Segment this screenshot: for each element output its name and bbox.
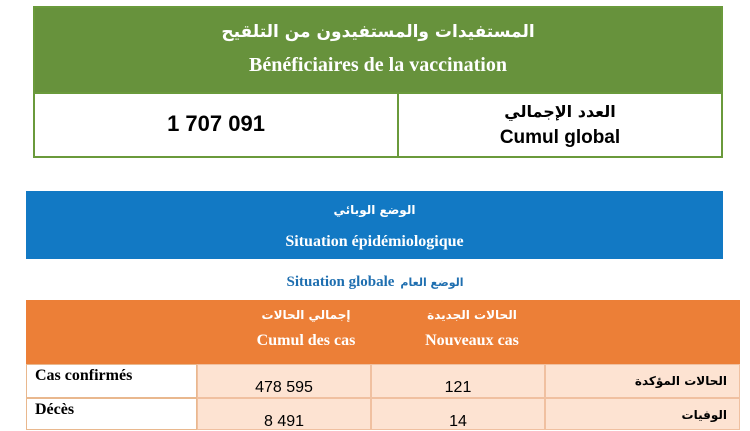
row-label-ar-cell (545, 364, 740, 398)
header-new-fr: Nouveaux cas (425, 332, 519, 349)
row-cumul-value: 8 491 (263, 413, 305, 430)
situation-table (26, 300, 740, 430)
epidemiology-title-ar: الوضع الوبائي (333, 203, 416, 217)
vaccination-box (33, 6, 723, 158)
epidemiology-banner (26, 191, 723, 259)
table-row-confirmed (26, 364, 740, 398)
row-cumul-cell (197, 364, 371, 398)
row-label-fr: Décès (35, 401, 75, 418)
global-title-fr: Situation globale (286, 274, 395, 290)
vaccination-cumul-value: 1 707 091 (35, 94, 399, 158)
vaccination-title-ar: المستفيدات والمستفيدون من التلقيح (221, 22, 535, 42)
row-label-ar-cell (545, 398, 740, 430)
row-label-ar: الحالات المؤكدة (634, 374, 727, 388)
vaccination-header (35, 8, 721, 94)
row-label-fr-cell (26, 364, 197, 398)
header-cumul-fr: Cumul des cas (256, 332, 356, 349)
vaccination-body (35, 94, 721, 158)
header-new (372, 308, 572, 350)
row-cumul-value: 478 595 (255, 379, 313, 396)
vaccination-cumul-label (399, 94, 721, 158)
row-label-ar: الوفيات (681, 408, 727, 422)
vaccination-title-fr: Bénéficiaires de la vaccination (249, 54, 507, 76)
row-label-fr: Cas confirmés (35, 367, 133, 384)
row-new-cell (371, 364, 545, 398)
row-new-value: 14 (449, 413, 467, 430)
header-cumul (216, 308, 396, 350)
row-new-value: 121 (444, 379, 472, 396)
row-label-fr-cell (26, 398, 197, 430)
global-title-ar: الوضع العام (400, 276, 464, 289)
table-header (26, 300, 740, 364)
cumul-label-ar: العدد الإجمالي (504, 102, 616, 121)
global-situation-title (0, 273, 750, 291)
header-cumul-ar: إجمالي الحالات (261, 308, 351, 322)
cumul-label-fr: Cumul global (499, 127, 621, 148)
row-new-cell (371, 398, 545, 430)
table-row-deaths (26, 398, 740, 430)
header-new-ar: الحالات الجديدة (427, 308, 517, 322)
epidemiology-title-fr: Situation épidémiologique (285, 233, 464, 250)
row-cumul-cell (197, 398, 371, 430)
